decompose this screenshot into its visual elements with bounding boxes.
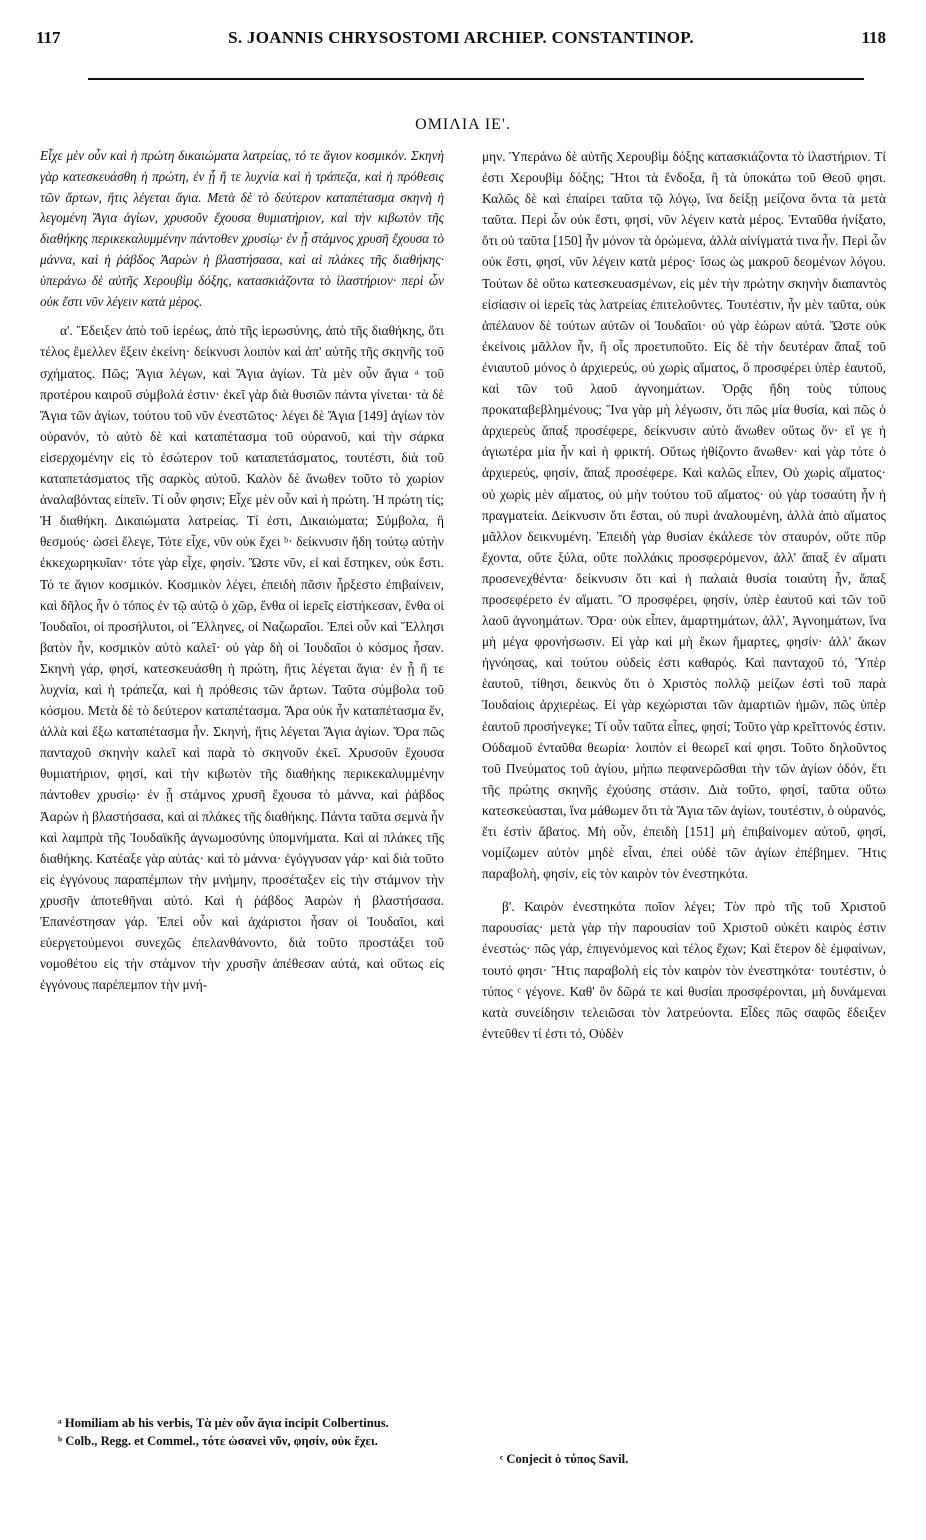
- page-number-right: 118: [861, 28, 886, 47]
- running-title: S. JOANNIS CHRYSOSTOMI ARCHIEP. CONSTANTINOP.: [228, 28, 694, 47]
- homily-title: ΟΜΙΛΙΑ ΙΕ'.: [415, 116, 511, 133]
- footnote-a: ᵃ Homiliam ab his verbis, Τὰ μὲν οὖν ἅγια incipit Colbertinus.: [58, 1416, 389, 1430]
- section-2-text: β'. Καιρὸν ἐνεστηκότα ποῖον λέγει; Τὸν πρὸ τῆς τοῦ Χριστοῦ παρουσίας· μετὰ γὰρ τὴν παρουσίαν τοῦ Χριστοῦ οὐκέτι καιρὸς ἐστιν ἐνεστώς· πῶς γάρ, ἐπιγενόμενος καὶ τέλος ἔχων; Καὶ ἕτερον δὲ ἐμφαίνων, τουτό φησι· Ἥτις παραβολὴ εἰς τὸν καιρὸν τὸν ἐνεστηκότα· τουτέστιν, ὁ τύπος ᶜ γέγονε. Καθ' ὃν δῶρά τε καὶ θυσίαι προσφέρονται, μὴ δυνάμεναι κατὰ συνείδησιν τελειῶσαι τὸν λατρεύοντα. Εἶδες πῶς σαφῶς ἔδειξεν ἐντεῦθεν τί ἐστι τό, Οὐδὲν: [482, 899, 886, 1041]
- left-body-text: α'. Ἔδειξεν ἀπὸ τοῦ ἱερέως, ἀπὸ τῆς ἱερωσύνης, ἀπὸ τῆς διαθήκης, ὅτι τέλος ἔμελλεν ἕξειν ἐκείνη· δείκνυσι λοιπὸν καὶ ἀπ' αὐτῆς τῆς σκηνῆς τοῦ σχήματος. Πῶς; Ἅγια λέγων, καὶ Ἅγια ἁγίων. Τὰ μὲν οὖν ἅγια ᵃ τοῦ προτέρου καιροῦ σύμβολά ἐστιν· ἐκεῖ γὰρ διὰ θυσιῶν πάντα γίνεται· τὰ δὲ Ἅγια τῶν ἁγίων, τούτου τοῦ νῦν ἐνεστῶτος· λέγει δὲ Ἅγια [149] ἁγίων τὸν οὐρανόν, τὸ αὐτὸ δὲ καὶ καταπέτασμα τοῦ οὐρανοῦ, καὶ τὴν σάρκα εἰσερχομένην εἰς τὸ ἐσώτερον τοῦ καταπετάσματος, τουτέστι, διὰ τοῦ καταπετάσματος τῆς σαρκὸς αὐτοῦ. Καλὸν δὲ ἄνωθεν τοῦτο τὸ χωρίον ἀναλαβόντας εἰπεῖν. Τί οὖν φησιν; Εἶχε μὲν οὖν καὶ ἡ πρώτη. Ἡ πρώτη τίς; Ἡ διαθήκη. Δικαιώματα λατρείας. Τί ἐστι, Δικαιώματα; Σύμβολα, ἢ θεσμούς· ὡσεὶ ἔλεγε, Τότε εἶχε, νῦν οὐκ ἔχει ᵇ· δείκνυσιν ἤδη τούτῳ αὐτὴν ἐκκεχωρηκυῖαν· τότε γὰρ εἶχε, φησίν. Ὥστε νῦν, εἰ καὶ ἕστηκεν, οὐκ ἔστι. Τό τε ἅγιον κοσμικόν. Κοσμικὸν λέγει, ἐπειδὴ πᾶσιν ἦρξεστο ἐπιβαίνειν, καὶ δῆλος ἦν ὁ τόπος ἐν τῷ αὐτῷ ὁ χῶρ, ἔνθα οἱ ἱερεῖς εἰστήκεσαν, ἔνθα οἱ Ἰουδαῖοι, οἱ προσήλυτοι, οἱ Ἕλληνες, οἱ Ναζωραῖοι. Ἐπεὶ οὖν καὶ Ἕλλησι βατὸν ἦν, κοσμικὸν αὐτὸ καλεῖ· οὐ γὰρ δὴ οἱ Ἰουδαῖοι ὁ κόσμος ἦσαν. Σκηνὴ γάρ, φησί, κατεσκευάσθη ἡ πρώτη, ἥτις λέγεται ἅγια· ἐν ᾗ ἥ τε λυχνία, καὶ ἡ τράπεζα, καὶ ἡ πρόθεσις τῶν ἄρτων. Ταῦτα σύμβολα τοῦ κόσμου. Μετὰ δὲ τὸ δεύτερον καταπέτασμα. Ἄρα οὐκ ἦν καταπέτασμα ἕν, ἀλλὰ καὶ ἔξω καταπέτασμα ἦν. Σκηνή, ἥτις λέγεται Ἅγια ἁγίων. Ὅρα πῶς πανταχοῦ σκηνὴν καλεῖ καὶ παρὰ τὸ σκηνοῦν ἐκεῖ. Χρυσοῦν ἔχουσα θυμιατήριον, φησί, καὶ τὴν κιβωτὸν τῆς διαθήκης περικεκαλυμμένην πάντοθεν χρυσίῳ· ἐν ᾗ στάμνος χρυσῆ ἔχουσα τὸ μάννα, καὶ ῥάβδος Ἀαρὼν ἡ βλαστήσασα, καὶ αἱ πλάκες τῆς διαθήκης. Πάντα ταῦτα σεμνὰ ἦν καὶ λαμπρὰ τῆς Ἰουδαϊκῆς ἀγνωμοσύνης ὑπομνήματα. Καὶ αἱ πλάκες τῆς διαθήκης. Κατέαξε γὰρ αὐτάς· καὶ τὸ μάννα· ἐγόγγυσαν γάρ· καὶ διὰ τοῦτο εἰς ἐγγόνους παραπέμπων τὴν μνήμην, προσέταξεν εἰς τὴν στάμνον τὴν χρυσῆν ἀποτεθῆναι αὐτό. Καὶ ἡ ῥάβδος Ἀαρὼν ἡ βλαστήσασα. Ἐπανέστησαν γάρ. Ἐπεὶ οὖν καὶ ἀχάριστοι ἦσαν οἱ Ἰουδαῖοι, καὶ εὐεργετούμενοι συνεχῶς ἐπελανθάνοντο, διὰ τοῦτο προστάξει τοῦ νομοθέτου εἰς τὴν στάμνον τὴν χρυσῆν ἀπέθεσαν αὐτά, καὶ οὕτως εἰς ἐγγόνους παρέπεμπον τὴν μνή-: [40, 323, 444, 993]
- footnote-c: ᶜ Conjecit ὁ τύπος Savil.: [500, 1452, 629, 1466]
- right-column: [482, 146, 886, 1044]
- right-body-text: μην. Ὑπεράνω δὲ αὐτῆς Χερουβὶμ δόξης κατασκιάζοντα τὸ ἱλαστήριον. Τί ἐστι Χερουβὶμ δόξης; Ἤτοι τὰ ἔνδοξα, ἢ τὰ ὑποκάτω τοῦ Θεοῦ φησι. Καλῶς δὲ καὶ ἐπαίρει ταῦτα τῷ λόγῳ, ἵνα δείξῃ μείζονα ὄντα τὰ μετὰ ταῦτα. Περὶ ὧν οὐκ ἔστι, φησί, νῦν λέγειν κατὰ μέρος. Ἐνταῦθα ἠνίξατο, ὅτι οὐ ταῦτα [150] ἦν μόνον τὰ ὁρώμενα, ἀλλὰ αἰνίγματά τινα ἦν. Περὶ ὧν οὐκ ἔστι, φησί, νῦν λέγειν κατὰ μέρος· ἴσως ὡς μακροῦ δεομένων λόγου. Τούτων δὲ οὕτω κατεσκευασμένων, εἰς μὲν τὴν πρώτην σκηνὴν διαπαντὸς εἰσίασιν οἱ ἱερεῖς τὰς λατρείας ἐπιτελοῦντες. Τουτέστιν, ἦν μὲν ταῦτα, οὐκ ἀπέλαυον δὲ τούτων αὐτῶν οἱ Ἰουδαῖοι· οὐ γὰρ ἑώρων αὐτά. Ὥστε οὐκ ἐκείνοις μᾶλλον ἦν, ἢ οἷς προετυποῦτο. Εἰς δὲ τὴν δευτέραν ἅπαξ τοῦ ἐνιαυτοῦ μόνος ὁ ἀρχιερεύς, οὐ χωρὶς αἵματος, ὃ προσφέρει ὑπὲρ ἑαυτοῦ, καὶ τῶν τοῦ λαοῦ ἀγνοημάτων. Ὁρᾷς ἤδη τοὺς τύπους προκαταβεβλημένους; Ἵνα γὰρ μὴ λέγωσιν, ὅτι πῶς μία θυσία, καὶ πῶς ὁ ἀρχιερεὺς ἅπαξ προσέφερε, δείκνυσιν αὐτὸ ἄνωθεν οὕτως ὄν· εἴ γε ἡ ἀγιωτέρα μία ἦν καὶ ἡ φρικτή. Οὕτως ἠθίζοντο ἄνωθεν· καὶ γὰρ τότε ὁ ἀρχιερεύς, φησίν, ἅπαξ προσέφερε. Καὶ καλῶς εἶπεν, Οὐ χωρὶς αἵματος· οὐ χωρὶς μὲν αἵματος, οὐ μὴν τούτου τοῦ αἵματος· οὐ γὰρ τοσαύτη ἦν ἡ πραγματεία. Δείκνυσιν ὅτι ἔσται, οὐ πυρὶ ἀναλουμένη, ἀλλὰ ἀπὸ αἵματος μᾶλλον δεικνυμένη. Ἐπειδὴ γὰρ θυσίαν ἐκάλεσε τὸν σταυρόν, οὔτε πῦρ ἔχοντα, οὔτε ξύλα, οὔτε πολλάκις προσφερόμενον, ἀλλ' ἅπαξ ἐν αἵματι προσενεχθέντα· δείκνυσιν ὅτι καὶ ἡ παλαιὰ θυσία τοιαύτη ἦν, ἅπαξ προσεφέρετο ἐν αἵματι. Ὃ προσφέρει, φησίν, ὑπὲρ ἑαυτοῦ καὶ τῶν τοῦ λαοῦ ἀγνοημάτων. Ὅρα· οὐκ εἶπεν, ἁμαρτημάτων, ἀλλ', Ἀγνοημάτων, ἵνα μὴ μέγα φρονήσωσιν. Εἰ γὰρ καὶ μὴ ἔκων ἥμαρτες, φησίν· ἀλλ' ἄκων ἠγνόησας, καὶ τούτου οὐδεὶς ἐστι καθαρός. Καὶ πανταχοῦ τό, Ὑπὲρ ἑαυτοῦ, τίθησι, δεικνὺς ὅτι ὁ Χριστὸς πολλῷ μείζων ἐστὶ τοῦ παρὰ Ἰουδαίοις ἀρχιερέως. Εἰ γὰρ κεχώρισται τῶν ἁμαρτιῶν ἡμῶν, πῶς ὑπὲρ ἑαυτοῦ προσήνεγκε; Τί οὖν ταῦτα εἶπες, φησί; Τοῦτο γὰρ κρεῖττονός ἐστιν. Οὐδαμοῦ ἐνταῦθα θεωρία· λοιπὸν εἰ θεωρεῖ καί φησι. Τοῦτο δηλοῦντος τοῦ Πνεύματος τοῦ ἁγίου, μήπω πεφανερῶσθαι τὴν τῶν ἁγίων ὁδόν, ἔτι τῆς πρώτης σκηνῆς ἐχούσης στάσιν. Διὰ τοῦτο, φησί, ταῦτα οὕτω κατεσκεύασται, ἵνα μάθωμεν ὅτι τὰ Ἅγια τῶν ἁγίων, τουτέστιν, ὁ οὐρανός, ἔτι ἐστὶν ἄβατος. Μὴ οὖν, ἐπειδὴ [151] μὴ ἐπιβαίνομεν αὐτοῦ, φησί, νομίζωμεν αὐτὸν μηδὲ εἶναι, ἐπεὶ οὐδὲ τῶν ἁγίων ἐπέβημεν. Ἥτις παραβολὴ, φησίν, εἰς τὸν καιρὸν τὸν ἐνεστηκότα.: [482, 149, 886, 882]
- header-rule: [88, 78, 864, 80]
- footnotes-left: [40, 1416, 444, 1452]
- scripture-lemma: Εἶχε μὲν οὖν καὶ ἡ πρώτη δικαιώματα λατρείας, τό τε ἅγιον κοσμικόν. Σκηνὴ γὰρ κατεσκευάσθη ἡ πρώτη, ἐν ᾗ ἥ τε λυχνία καὶ ἡ τράπεζα, καὶ ἡ πρόθεσις τῶν ἄρτων, ἥτις λέγεται ἅγια. Μετὰ δὲ τὸ δεύτερον καταπέτασμα σκηνὴ ἡ λεγομένη Ἅγια ἁγίων, χρυσοῦν ἔχουσα θυμιατήριον, καὶ τὴν κιβωτὸν τῆς διαθήκης περικεκαλυμμένην πάντοθεν χρυσίῳ· ἐν ᾗ στάμνος χρυσῆ ἔχουσα τὸ μάννα, καὶ ἡ ῥάβδος Ἀαρὼν ἡ βλαστήσασα, καὶ αἱ πλάκες τῆς διαθήκης· ὑπεράνω δὲ αὐτῆς Χερουβὶμ δόξης, κατασκιάζοντα τὸ ἱλαστήριον· περὶ ὧν οὐκ ἔστι νῦν λέγειν κατὰ μέρος.: [40, 148, 444, 309]
- footnotes-right: [482, 1452, 886, 1470]
- footnote-b: ᵇ Colb., Regg. et Commel., τότε ὡσανεὶ νῦν, φησίν, οὐκ ἔχει.: [58, 1434, 378, 1448]
- page-number-left: 117: [36, 28, 61, 47]
- running-header: [36, 28, 886, 56]
- left-column: [40, 146, 444, 995]
